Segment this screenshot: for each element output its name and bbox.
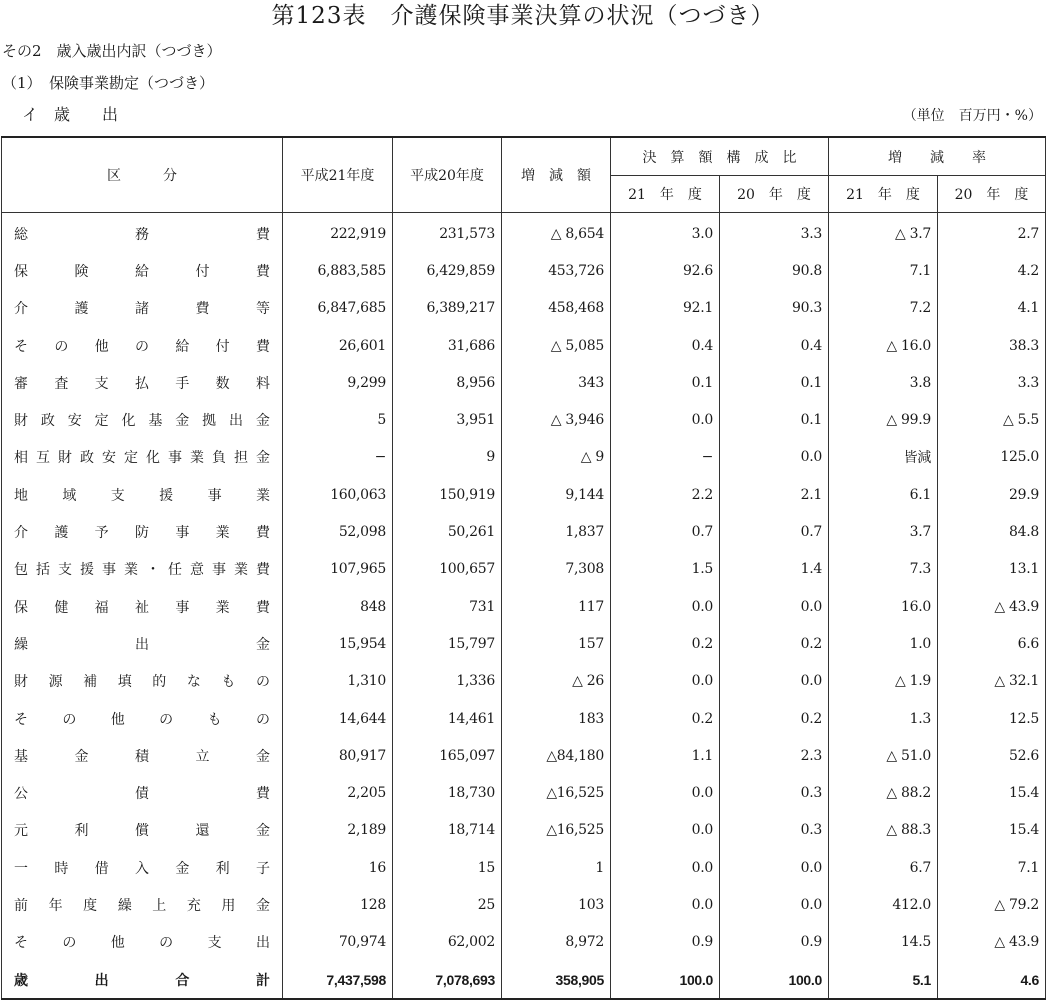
row-label — [2, 625, 283, 662]
row-label-text: そ の 他 の 支 出 — [14, 935, 270, 952]
row-label-text: 繰 出 金 — [14, 636, 270, 653]
table-row — [2, 327, 1046, 364]
rate-20: 52.6 — [938, 737, 1046, 774]
row-label-text: 包 括 支 援 事 業 ・ 任 意 事 業 費 — [14, 562, 270, 579]
row-label — [2, 439, 283, 476]
value-h20: 15,797 — [393, 625, 502, 662]
value-h21: 15,954 — [283, 625, 393, 662]
value-h20: 9 — [393, 439, 502, 476]
ratio-21: 0.0 — [611, 812, 720, 849]
row-label-text: 公 債 費 — [14, 786, 270, 803]
value-h20: 18,714 — [393, 812, 502, 849]
row-label-text: 元 利 償 還 金 — [14, 823, 270, 840]
rate-21: 6.1 — [829, 476, 938, 513]
rate-21: △ 1.9 — [829, 663, 938, 700]
ratio-21: 0.0 — [611, 401, 720, 438]
value-h21: 7,437,598 — [283, 961, 393, 999]
ratio-20: 0.0 — [720, 588, 829, 625]
value-h20: 3,951 — [393, 401, 502, 438]
ratio-20: 0.3 — [720, 812, 829, 849]
value-diff: △ 3,946 — [502, 401, 611, 438]
value-h20: 8,956 — [393, 364, 502, 401]
rate-20: △ 32.1 — [938, 663, 1046, 700]
value-h21: 9,299 — [283, 364, 393, 401]
ratio-21: 2.2 — [611, 476, 720, 513]
value-h20: 14,461 — [393, 700, 502, 737]
row-label-text: 介 護 予 防 事 業 費 — [14, 525, 270, 542]
row-label — [2, 213, 283, 253]
ratio-20: 0.4 — [720, 327, 829, 364]
ratio-21: 92.6 — [611, 252, 720, 289]
ratio-21: 100.0 — [611, 961, 720, 999]
rate-21: △ 88.2 — [829, 774, 938, 811]
value-h21: 2,205 — [283, 774, 393, 811]
table-row — [2, 588, 1046, 625]
section-subtitle: その2 歳入歳出内訳（つづき） — [2, 42, 222, 60]
value-h20: 6,429,859 — [393, 252, 502, 289]
rate-21: 1.3 — [829, 700, 938, 737]
rate-21: △ 99.9 — [829, 401, 938, 438]
row-label — [2, 252, 283, 289]
table-row — [2, 439, 1046, 476]
value-h21: 2,189 — [283, 812, 393, 849]
value-h20: 231,573 — [393, 213, 502, 253]
ratio-21: 0.2 — [611, 700, 720, 737]
value-diff: 157 — [502, 625, 611, 662]
ratio-21: 0.9 — [611, 924, 720, 961]
rate-20: 4.6 — [938, 961, 1046, 999]
row-label — [2, 513, 283, 550]
ratio-20: 3.3 — [720, 213, 829, 253]
value-h20: 25 — [393, 886, 502, 923]
ratio-20: 0.7 — [720, 513, 829, 550]
rate-21: 皆減 — [829, 439, 938, 476]
row-label — [2, 401, 283, 438]
rate-21: △ 51.0 — [829, 737, 938, 774]
table-row — [2, 252, 1046, 289]
ratio-21: 0.0 — [611, 886, 720, 923]
table-row — [2, 663, 1046, 700]
row-label — [2, 812, 283, 849]
ratio-21: 0.0 — [611, 663, 720, 700]
header-ratio-group: 決 算 額 構 成 比 — [611, 137, 829, 176]
row-label-text: 介 護 諸 費 等 — [14, 301, 270, 318]
value-diff: 7,308 — [502, 551, 611, 588]
value-diff: △16,525 — [502, 774, 611, 811]
value-h20: 100,657 — [393, 551, 502, 588]
ratio-21: 0.0 — [611, 849, 720, 886]
table-row — [2, 290, 1046, 327]
ratio-20: 90.8 — [720, 252, 829, 289]
table-row — [2, 213, 1046, 253]
rate-21: 412.0 — [829, 886, 938, 923]
ratio-21: 1.5 — [611, 551, 720, 588]
value-diff: 103 — [502, 886, 611, 923]
row-label — [2, 700, 283, 737]
value-h21: 80,917 — [283, 737, 393, 774]
rate-21: 3.8 — [829, 364, 938, 401]
value-diff: 117 — [502, 588, 611, 625]
total-row — [2, 961, 1046, 999]
rate-20: 125.0 — [938, 439, 1046, 476]
rate-21: △ 16.0 — [829, 327, 938, 364]
value-h21: 160,063 — [283, 476, 393, 513]
table-row — [2, 700, 1046, 737]
value-diff: 183 — [502, 700, 611, 737]
table-row — [2, 625, 1046, 662]
rate-20: △ 43.9 — [938, 924, 1046, 961]
value-diff: 458,468 — [502, 290, 611, 327]
rate-21: 14.5 — [829, 924, 938, 961]
value-h21: 848 — [283, 588, 393, 625]
rate-20: △ 79.2 — [938, 886, 1046, 923]
table-row — [2, 401, 1046, 438]
subsection-subtitle: （1） 保険事業勘定（つづき） — [2, 74, 215, 92]
value-h20: 18,730 — [393, 774, 502, 811]
ratio-21: 0.4 — [611, 327, 720, 364]
value-h21: − — [283, 439, 393, 476]
ratio-21: 3.0 — [611, 213, 720, 253]
value-diff: 1,837 — [502, 513, 611, 550]
value-diff: △16,525 — [502, 812, 611, 849]
header-ratio-20: 20 年 度 — [720, 176, 829, 213]
ratio-20: 0.2 — [720, 625, 829, 662]
ratio-20: 90.3 — [720, 290, 829, 327]
rate-20: 3.3 — [938, 364, 1046, 401]
value-h21: 5 — [283, 401, 393, 438]
value-h21: 107,965 — [283, 551, 393, 588]
header-h21: 平成21年度 — [283, 137, 393, 213]
row-label — [2, 551, 283, 588]
value-h20: 50,261 — [393, 513, 502, 550]
ratio-21: 0.1 — [611, 364, 720, 401]
table-row — [2, 737, 1046, 774]
row-label — [2, 663, 283, 700]
value-h21: 6,883,585 — [283, 252, 393, 289]
row-label — [2, 588, 283, 625]
value-h20: 7,078,693 — [393, 961, 502, 999]
ratio-21: 1.1 — [611, 737, 720, 774]
rate-20: 6.6 — [938, 625, 1046, 662]
value-h21: 14,644 — [283, 700, 393, 737]
page-title: 第123表 介護保険事業決算の状況（つづき） — [271, 3, 775, 29]
rate-20: 84.8 — [938, 513, 1046, 550]
settlement-table — [1, 136, 1046, 1000]
rate-20: 15.4 — [938, 774, 1046, 811]
row-label-text: 相 互 財 政 安 定 化 事 業 負 担 金 — [14, 450, 270, 467]
row-label-text: 前 年 度 繰 上 充 用 金 — [14, 897, 270, 914]
rate-20: 13.1 — [938, 551, 1046, 588]
rate-20: 38.3 — [938, 327, 1046, 364]
value-diff: 8,972 — [502, 924, 611, 961]
row-label-text: 保 険 給 付 費 — [14, 263, 270, 280]
value-h21: 26,601 — [283, 327, 393, 364]
header-diff: 増 減 額 — [502, 137, 611, 213]
rate-21: 7.3 — [829, 551, 938, 588]
ratio-20: 0.1 — [720, 364, 829, 401]
rate-21: 6.7 — [829, 849, 938, 886]
rate-20: 29.9 — [938, 476, 1046, 513]
ratio-20: 2.1 — [720, 476, 829, 513]
table-row — [2, 924, 1046, 961]
row-label — [2, 886, 283, 923]
rate-20: △ 43.9 — [938, 588, 1046, 625]
rate-20: 2.7 — [938, 213, 1046, 253]
ratio-20: 0.9 — [720, 924, 829, 961]
row-label-text: 一 時 借 入 金 利 子 — [14, 860, 270, 877]
value-h20: 150,919 — [393, 476, 502, 513]
ratio-21: 0.0 — [611, 588, 720, 625]
header-rate-group: 増 減 率 — [829, 137, 1046, 176]
row-label — [2, 327, 283, 364]
header-ratio-21: 21 年 度 — [611, 176, 720, 213]
value-h21: 1,310 — [283, 663, 393, 700]
ratio-20: 0.0 — [720, 663, 829, 700]
rate-20: △ 5.5 — [938, 401, 1046, 438]
ratio-21: 92.1 — [611, 290, 720, 327]
row-label-text: そ の 他 の 給 付 費 — [14, 338, 270, 355]
value-diff: △ 5,085 — [502, 327, 611, 364]
rate-20: 15.4 — [938, 812, 1046, 849]
value-h20: 1,336 — [393, 663, 502, 700]
value-diff: △ 9 — [502, 439, 611, 476]
value-h21: 16 — [283, 849, 393, 886]
value-diff: 343 — [502, 364, 611, 401]
header-category: 区 分 — [2, 137, 283, 213]
value-diff: △ 26 — [502, 663, 611, 700]
rate-21: △ 88.3 — [829, 812, 938, 849]
rate-21: 1.0 — [829, 625, 938, 662]
table-body — [2, 213, 1046, 1000]
header-rate-21: 21 年 度 — [829, 176, 938, 213]
row-label — [2, 476, 283, 513]
ratio-20: 0.2 — [720, 700, 829, 737]
table-row — [2, 364, 1046, 401]
row-label-text: 審 査 支 払 手 数 料 — [14, 375, 270, 392]
value-h21: 222,919 — [283, 213, 393, 253]
table-header — [2, 137, 1046, 213]
ratio-21: − — [611, 439, 720, 476]
ratio-20: 0.1 — [720, 401, 829, 438]
value-h21: 128 — [283, 886, 393, 923]
unit-label: （単位 百万円・%） — [902, 108, 1042, 124]
value-diff: 9,144 — [502, 476, 611, 513]
ratio-20: 0.0 — [720, 849, 829, 886]
table-row — [2, 774, 1046, 811]
rate-20: 4.1 — [938, 290, 1046, 327]
rate-21: 7.2 — [829, 290, 938, 327]
rate-21: △ 3.7 — [829, 213, 938, 253]
value-diff: △84,180 — [502, 737, 611, 774]
row-label-text: 地 域 支 援 事 業 — [14, 487, 270, 504]
value-diff: △ 8,654 — [502, 213, 611, 253]
rate-21: 5.1 — [829, 961, 938, 999]
rate-21: 3.7 — [829, 513, 938, 550]
table-row — [2, 551, 1046, 588]
ratio-20: 100.0 — [720, 961, 829, 999]
row-label — [2, 364, 283, 401]
value-diff: 358,905 — [502, 961, 611, 999]
value-diff: 1 — [502, 849, 611, 886]
rate-20: 12.5 — [938, 700, 1046, 737]
row-label-text: 総 務 費 — [14, 226, 270, 243]
table-row — [2, 812, 1046, 849]
row-label-text: そ の 他 の も の — [14, 711, 270, 728]
table-row — [2, 886, 1046, 923]
ratio-20: 2.3 — [720, 737, 829, 774]
value-h20: 165,097 — [393, 737, 502, 774]
value-h21: 52,098 — [283, 513, 393, 550]
ratio-20: 0.0 — [720, 439, 829, 476]
ratio-21: 0.2 — [611, 625, 720, 662]
rate-21: 7.1 — [829, 252, 938, 289]
rate-20: 4.2 — [938, 252, 1046, 289]
value-h21: 6,847,685 — [283, 290, 393, 327]
table-row — [2, 476, 1046, 513]
value-h20: 15 — [393, 849, 502, 886]
table-row — [2, 849, 1046, 886]
row-label-text: 基 金 積 立 金 — [14, 748, 270, 765]
ratio-20: 0.0 — [720, 886, 829, 923]
value-h20: 731 — [393, 588, 502, 625]
header-h20: 平成20年度 — [393, 137, 502, 213]
value-h21: 70,974 — [283, 924, 393, 961]
row-label — [2, 924, 283, 961]
row-label — [2, 774, 283, 811]
table-row — [2, 513, 1046, 550]
row-label-text: 歳 出 合 計 — [14, 972, 270, 989]
rate-20: 7.1 — [938, 849, 1046, 886]
ratio-21: 0.0 — [611, 774, 720, 811]
value-h20: 31,686 — [393, 327, 502, 364]
row-label — [2, 849, 283, 886]
row-label-text: 財 源 補 填 的 な も の — [14, 674, 270, 691]
value-h20: 6,389,217 — [393, 290, 502, 327]
ratio-20: 1.4 — [720, 551, 829, 588]
ratio-20: 0.3 — [720, 774, 829, 811]
row-label-text: 財 政 安 定 化 基 金 拠 出 金 — [14, 413, 270, 430]
row-label — [2, 961, 283, 999]
table-heading: イ 歳 出 — [22, 105, 119, 124]
row-label — [2, 737, 283, 774]
row-label-text: 保 健 福 祉 事 業 費 — [14, 599, 270, 616]
ratio-21: 0.7 — [611, 513, 720, 550]
header-rate-20: 20 年 度 — [938, 176, 1046, 213]
value-h20: 62,002 — [393, 924, 502, 961]
rate-21: 16.0 — [829, 588, 938, 625]
value-diff: 453,726 — [502, 252, 611, 289]
row-label — [2, 290, 283, 327]
